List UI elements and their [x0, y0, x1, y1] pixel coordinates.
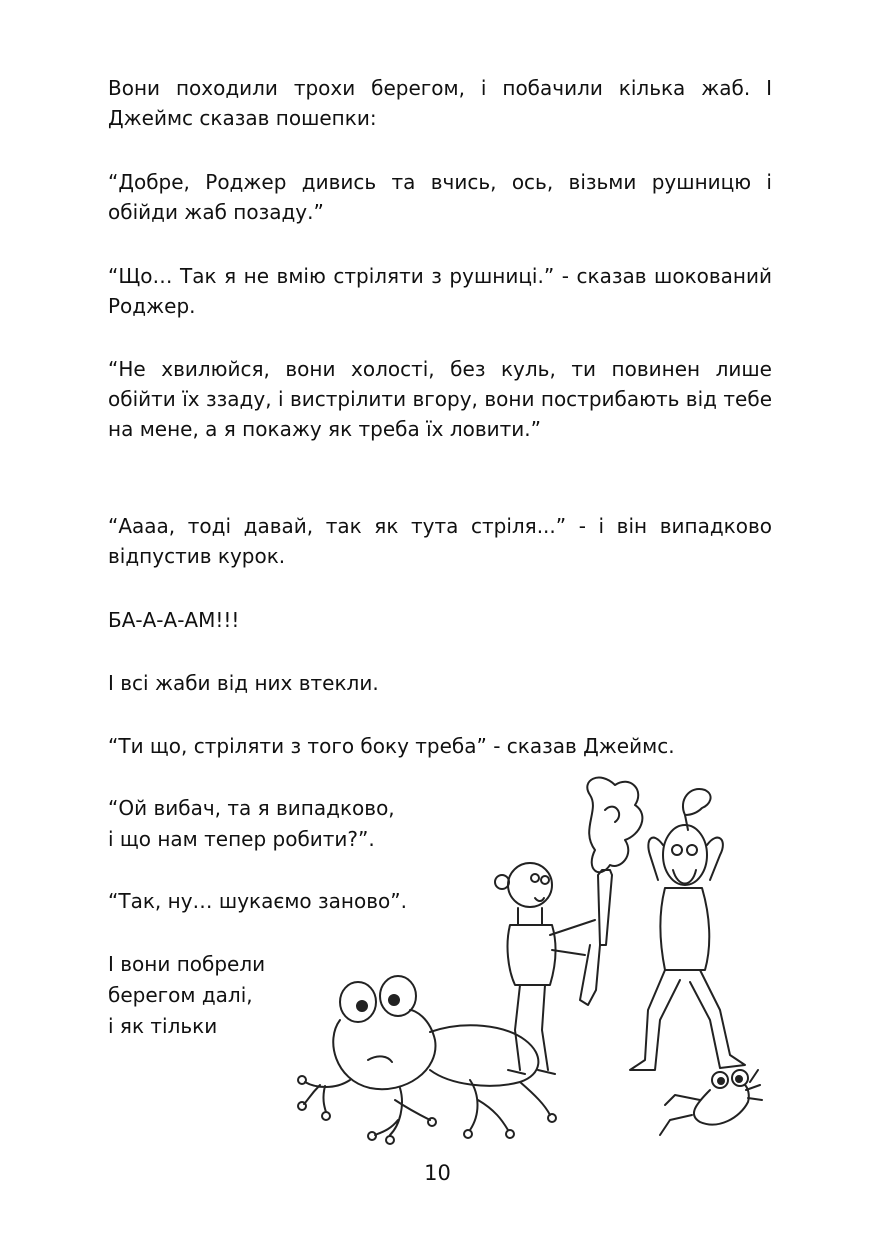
page-number: 10 — [424, 1161, 451, 1185]
paragraph-11-line-2: берегом далі, — [108, 983, 253, 1007]
sketch-illustration — [280, 770, 780, 1160]
roger-character-icon — [495, 863, 612, 1074]
paragraph-9-line-2: і що нам тепер робити?”. — [108, 827, 375, 851]
paragraph-7: І всі жаби від них втекли. — [108, 671, 379, 695]
paragraph-1: Вони походили трохи берегом, і побачили кілька жаб. І Джеймс сказав пошепки: — [108, 76, 772, 130]
paragraph-8: “Ти що, стріляти з того боку треба” - сказав Джеймс. — [108, 734, 675, 758]
small-frog-icon — [660, 1070, 762, 1135]
smoke-icon — [587, 778, 642, 873]
paragraph-9-line-1: “Ой вибач, та я випадково, — [108, 796, 395, 820]
paragraph-4: “Не хвилюйся, вони холості, без куль, ти повинен лише обійти їх ззаду, і вистрілити вгору, вони пострибають від тебе на мене, а я покажу як треба їх ловити.” — [108, 357, 772, 441]
paragraph-6: БА-А-А-АМ!!! — [108, 608, 240, 632]
paragraph-2: “Добре, Роджер дивись та вчись, ось, візьми рушницю і обійди жаб позаду.” — [108, 170, 772, 224]
paragraph-5: “Аааа, тоді давай, так як тута стріля...” - і він випадково відпустив курок. — [108, 514, 772, 568]
james-character-icon — [630, 789, 745, 1070]
paragraph-3: “Що… Так я не вмію стріляти з рушниці.” - сказав шокований Роджер. — [108, 264, 772, 318]
paragraph-11-line-1: І вони побрели — [108, 952, 266, 976]
paragraph-10: “Так, ну… шукаємо заново”. — [108, 889, 407, 913]
paragraph-11-line-3: і як тільки — [108, 1014, 218, 1038]
